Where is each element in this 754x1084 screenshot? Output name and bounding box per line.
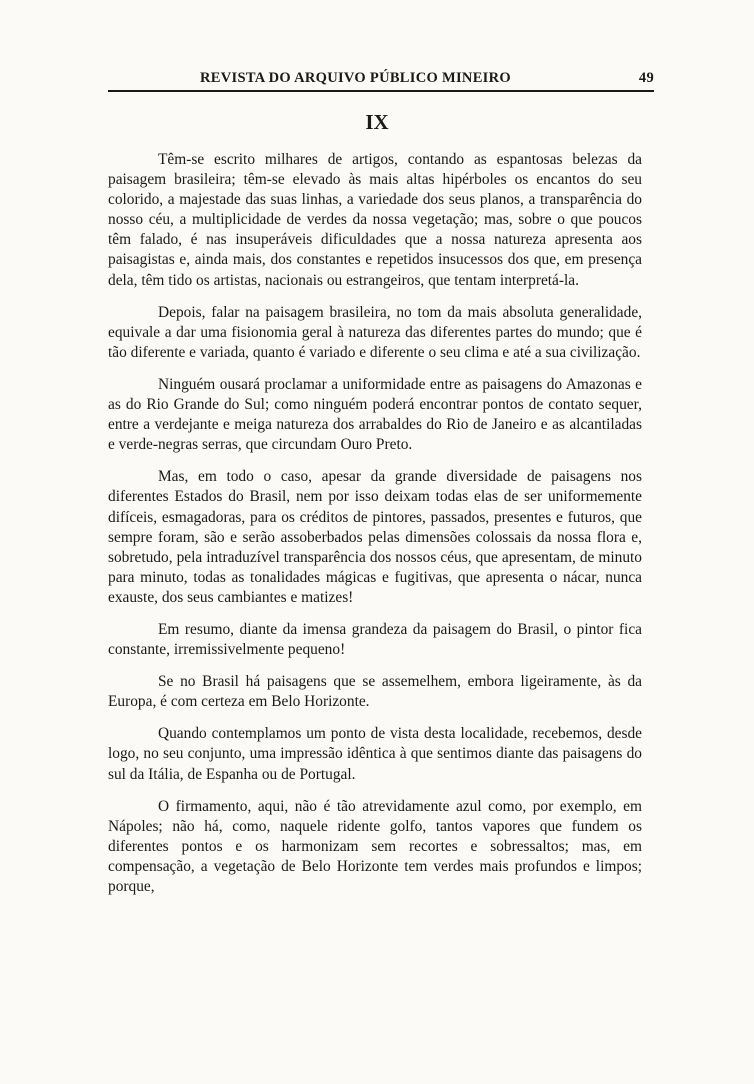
paragraph-1: Têm-se escrito milhares de artigos, contando as espantosas belezas da paisagem brasileira; têm-se elevado às mais altas hipérboles os encantos do seu colorido, a majestade das suas linhas, a variedade dos seus planos, a transparência do nosso céu, a multiplicidade de verdes da nossa vegetação; mas, sobre o que poucos têm falado, é nas insuperáveis dificuldades que a nossa natureza apresenta aos paisagistas e, ainda mais, dos constantes e repetidos insucessos dos que, em presença dela, têm tido os artistas, nacionais ou estrangeiros, que tentam interpretá-la.: [108, 151, 642, 289]
paragraph-2: Depois, falar na paisagem brasileira, no tom da mais absoluta generalidade, equivale a dar uma fisionomia geral à natureza das diferentes partes do mundo; que é tão diferente e variada, quanto é variado e diferente o seu clima e até a sua civilização.: [108, 303, 642, 361]
chapter-heading: IX: [365, 110, 389, 134]
header-rule: [108, 90, 654, 92]
paragraph-4: Mas, em todo o caso, apesar da grande diversidade de paisagens nos diferentes Estados do Brasil, nem por isso deixam todas elas de ser uniformemente difíceis, esmagadoras, para os créditos de pintores, passados, presentes e futuros, que sempre foram, são e serão assoberbados pelas dimensões colossais da nossa flora e, sobretudo, pela intraduzível transparência dos nossos céus, que apresentam, de minuto para minuto, todas as tonalidades mágicas e fugitivas, que apresenta o nácar, nunca exauste, dos seus cambiantes e matizes!: [108, 468, 642, 606]
page-number: 49: [638, 70, 654, 86]
body-text: [108, 150, 642, 909]
paragraph-7: Quando contemplamos um ponto de vista desta localidade, recebemos, desde logo, no seu conjunto, uma impressão idêntica à que sentimos diante das paisagens do sul da Itália, de Espanha ou de Portugal.: [108, 725, 642, 783]
paragraph-6: Se no Brasil há paisagens que se assemelhem, embora ligeiramente, às da Europa, é com certeza em Belo Horizonte.: [108, 673, 642, 711]
paragraph-5: Em resumo, diante da imensa grandeza da paisagem do Brasil, o pintor fica constante, irremissivelmente pequeno!: [108, 620, 642, 659]
journal-title: REVISTA DO ARQUIVO PÚBLICO MINEIRO: [200, 70, 511, 86]
paragraph-8: O firmamento, aqui, não é tão atrevidamente azul como, por exemplo, em Nápoles; não há, como, naquele ridente golfo, tantos vapores que fundem os diferentes pontos e os harmonizam sem recortes e sobressaltos; mas, em compensação, a vegetação de Belo Horizonte tem verdes mais profundos e limpos; porque,: [108, 797, 642, 895]
paragraph-3: Ninguém ousará proclamar a uniformidade entre as paisagens do Amazonas e as do Rio Grande do Sul; como ninguém poderá encontrar pontos de contato sequer, entre a verdejante e meiga natureza dos arrabaldes do Rio de Janeiro e as alcantiladas e verde-negras serras, que circundam Ouro Preto.: [108, 375, 642, 454]
running-header: [108, 70, 654, 87]
